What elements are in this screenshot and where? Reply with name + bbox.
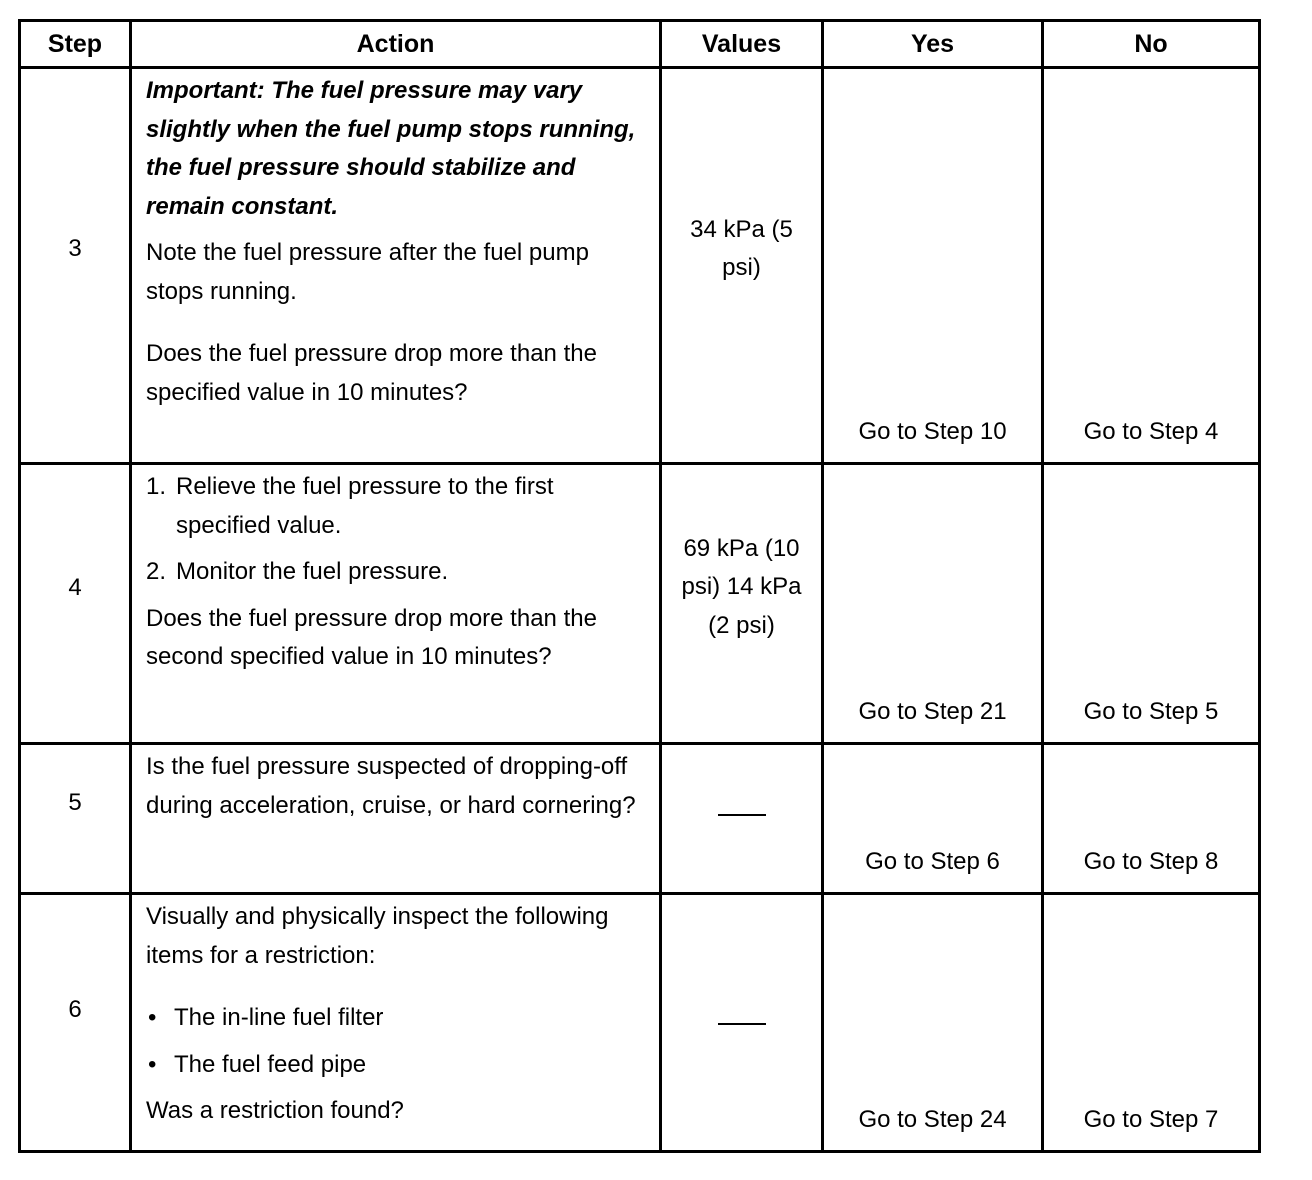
action-cell — [132, 465, 659, 742]
header-no: No — [1134, 29, 1168, 58]
bullet-marker: • — [148, 1050, 157, 1078]
header-step: Step — [47, 29, 103, 58]
no-cell: Go to Step 5 — [1083, 698, 1219, 725]
action-cell — [132, 745, 659, 892]
bullet-text: The fuel feed pipe — [174, 1050, 367, 1078]
item-text: Monitor the fuel pressure. — [176, 558, 449, 585]
bullet-item — [146, 999, 651, 1038]
value-text: 69 kPa (10 psi) 14 kPa (2 psi) — [681, 534, 802, 639]
yes-cell: Go to Step 21 — [858, 698, 1007, 725]
values-cell — [662, 895, 821, 1153]
step-number: 6 — [68, 996, 82, 1023]
no-cell: Go to Step 7 — [1083, 1106, 1219, 1133]
header-values: Values — [701, 29, 782, 58]
value-text: 34 kPa (5 psi) — [690, 215, 793, 281]
numbered-item — [146, 553, 651, 592]
header-action: Action — [356, 29, 435, 58]
action-text: Note the fuel pressure after the fuel pump stops running. — [146, 239, 589, 305]
action-cell — [132, 69, 659, 462]
yes-cell: Go to Step 10 — [858, 418, 1007, 445]
diagnostic-table — [18, 19, 1261, 1153]
bullet-item — [146, 1046, 651, 1085]
item-number: 2. — [146, 558, 167, 585]
action-cell — [132, 895, 659, 1150]
step-number: 3 — [68, 235, 82, 262]
action-question: Was a restriction found? — [146, 1097, 404, 1124]
action-question: Does the fuel pressure drop more than the second specified value in 10 minutes? — [146, 604, 597, 670]
values-cell — [662, 69, 821, 429]
step-number: 4 — [68, 573, 82, 601]
bullet-marker: • — [148, 1004, 157, 1031]
item-number: 1. — [146, 473, 167, 500]
values-cell — [662, 465, 821, 710]
empty-value-dash — [718, 1023, 766, 1025]
no-cell: Go to Step 8 — [1083, 848, 1219, 875]
bullet-text: The in-line fuel filter — [174, 1004, 384, 1031]
step-number: 5 — [68, 789, 82, 816]
numbered-item — [146, 468, 651, 545]
action-question: Does the fuel pressure drop more than the specified value in 10 minutes? — [146, 340, 597, 406]
action-text: Visually and physically inspect the following items for a restriction: — [146, 903, 609, 969]
important-note: Important: The fuel pressure may vary slightly when the fuel pump stops running, the fuel pressure should stabilize and remain constant. — [146, 77, 636, 220]
yes-cell: Go to Step 24 — [858, 1106, 1007, 1133]
values-cell — [662, 745, 821, 885]
empty-value-dash — [718, 814, 766, 816]
action-question: Is the fuel pressure suspected of dropping-off during acceleration, cruise, or hard cornering? — [146, 753, 636, 819]
header-yes: Yes — [910, 29, 955, 58]
no-cell: Go to Step 4 — [1083, 418, 1219, 445]
item-text: Relieve the fuel pressure to the first specified value. — [176, 473, 554, 539]
yes-cell: Go to Step 6 — [865, 848, 1000, 875]
